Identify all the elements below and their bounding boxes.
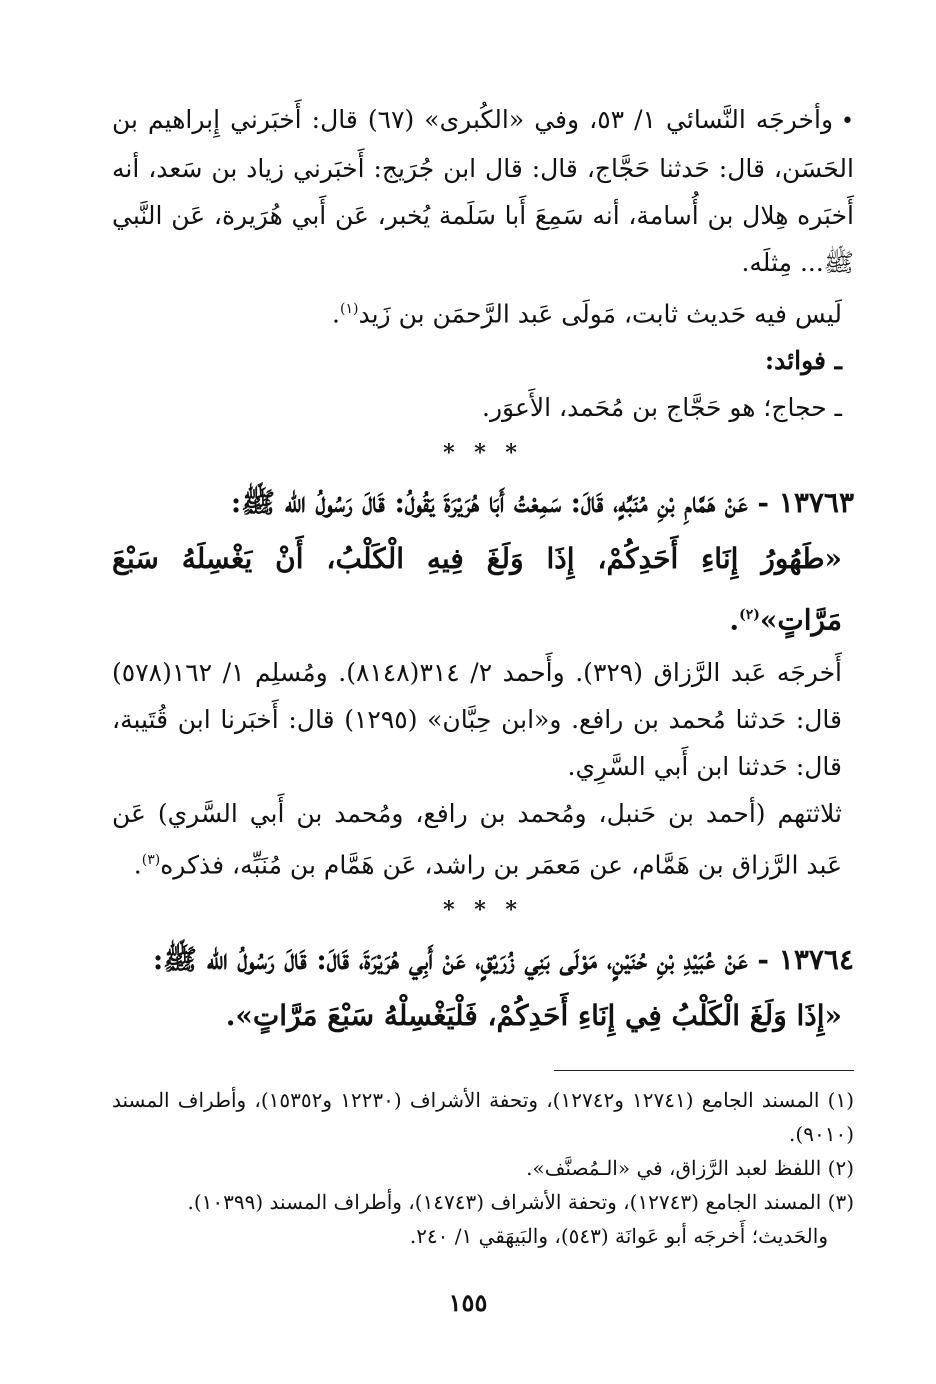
footnote-divider — [554, 1070, 854, 1071]
fawaid-heading: ـ فوائد: — [764, 346, 842, 376]
page-number: ١٥٥ — [448, 1288, 488, 1317]
hadith-13763-matn: «طَهُورُ إِنَاءِ أَحَدِكُمْ، إِذَا وَلَغَ فِيهِ الْكَلْبُ، أَنْ يَغْسِلَهُ سَبْعَ مَرَّاتٍ»$^{(٢)}$. — [112, 542, 842, 637]
footnote-3: (٣) المسند الجامع (١٢٧٤٣)، وتحفة الأشراف (١٤٧٤٣)، وأطراف المسند (١٠٣٩٩). — [187, 1189, 854, 1214]
narrator-note-text: لَيس فيه حَديث ثابت، مَولَى عَبد الرَّحمَن بن زَيد — [358, 299, 842, 329]
hadith-13764-matn: «إِذَا وَلَغَ الْكَلْبُ فِي إِنَاءِ أَحَدِكُمْ، فَلْيَغْسِلْهُ سَبْعَ مَرَّاتٍ». — [225, 998, 842, 1032]
footnote-ref-2[interactable]: (٢) — [739, 607, 760, 624]
hadith-13763-isnad: ١٣٧٦٣ - عَنْ هَمَّامِ بْنِ مُنَبِّهٍ، قَالَ: سَمِعْتُ أَبَا هُرَيْرَةَ يَقُولُ: قَالَ رَسُولُ الله ﷺ: — [230, 486, 854, 520]
footnote-2: (٢) اللفظ لعبد الرَّزاق، في «الـمُصنَّف». — [526, 1155, 854, 1180]
section-separator: * * * — [443, 896, 523, 923]
summary-text: ثلاثتهم (أحمد بن حَنبل، ومُحمد بن رافع، ومُحمد بن أَبي السَّري) عَن عَبد الرَّزاق بن هَمَّام، عن مَعمَر بن راشد، عَن هَمَّام بن مُنَبِّه، فذكره — [112, 798, 842, 879]
footnote-1: (١) المسند الجامع (١٢٧٤١ و١٢٧٤٢)، وتحفة الأشراف (١٢٢٣٠ و١٥٣٥٢)، وأطراف المسند (٩٠١٠). — [112, 1087, 855, 1146]
matn-text: «طَهُورُ إِنَاءِ أَحَدِكُمْ، إِذَا وَلَغَ فِيهِ الْكَلْبُ، أَنْ يَغْسِلَهُ سَبْعَ مَرَّاتٍ» — [112, 542, 842, 637]
page-body — [112, 96, 854, 1356]
hadith-13764-isnad: ١٣٧٦٤ - عَنْ عُبَيْدِ بْنِ حُنَيْنٍ، مَوْلَى بَنِي زُرَيْقٍ، عَنْ أَبِي هُرَيْرَةَ، قَالَ: قَالَ رَسُولُ الله ﷺ: — [152, 942, 854, 976]
takhrij-text: وأخرجَه النَّسائي ١/ ٥٣، وفي «الكُبرى» (٦٧) قال: أَخبَرني إِبراهيم بن الحَسَن، قال: حَدثنا حَجَّاج، قال: قال ابن جُرَيج: أَخبَرني زياد بن سَعد، أنه أَخبَره هِلال بن أُسامة، أنه سَمِعَ أَبا سَلَمة يُخبر، عَن أَبي هُرَيرة، عَن النَّبي ﷺ... مِثلَه. — [112, 105, 854, 277]
footnote-ref-3[interactable]: (٣) — [141, 851, 161, 868]
takhrij-paragraph-nasai — [112, 96, 854, 286]
footnote-3-continuation: والحَديث؛ أَخرجَه أبو عَوانَة (٥٤٣)، والبَيهَقي ١/ ٢٤٠. — [409, 1223, 828, 1248]
fawaid-item: ـ حجاج؛ هو حَجَّاج بن مُحَمد، الأَعوَر. — [482, 393, 842, 423]
footnote-ref-1[interactable]: (١) — [340, 301, 359, 317]
narrator-note: لَيس فيه حَديث ثابت، مَولَى عَبد الرَّحمَن بن زَيد$^{(١)}$. — [332, 299, 842, 329]
hadith-13763-summary: ثلاثتهم (أحمد بن حَنبل، ومُحمد بن رافع، ومُحمد بن أَبي السَّري) عَن عَبد الرَّزاق بن هَمَّام، عن مَعمَر بن راشد، عَن هَمَّام بن مُنَبِّه، فذكره$^{(٣)}$. — [112, 798, 842, 879]
section-separator: * * * — [443, 440, 523, 467]
bullet-icon: • — [841, 109, 855, 134]
hadith-13763-takhrij: أَخرجَه عَبد الرَّزاق (٣٢٩). وأَحمد ٢/ ٣١٤(٨١٤٨). ومُسلِم ١/ ١٦٢(٥٧٨) قال: حَدثنا مُحمد بن رافع. و«ابن حِبَّان» (١٢٩٥) قال: أَخبَرنا ابن قُتَيبة، قال: حَدثنا ابن أَبي السَّرِي. — [112, 657, 842, 781]
